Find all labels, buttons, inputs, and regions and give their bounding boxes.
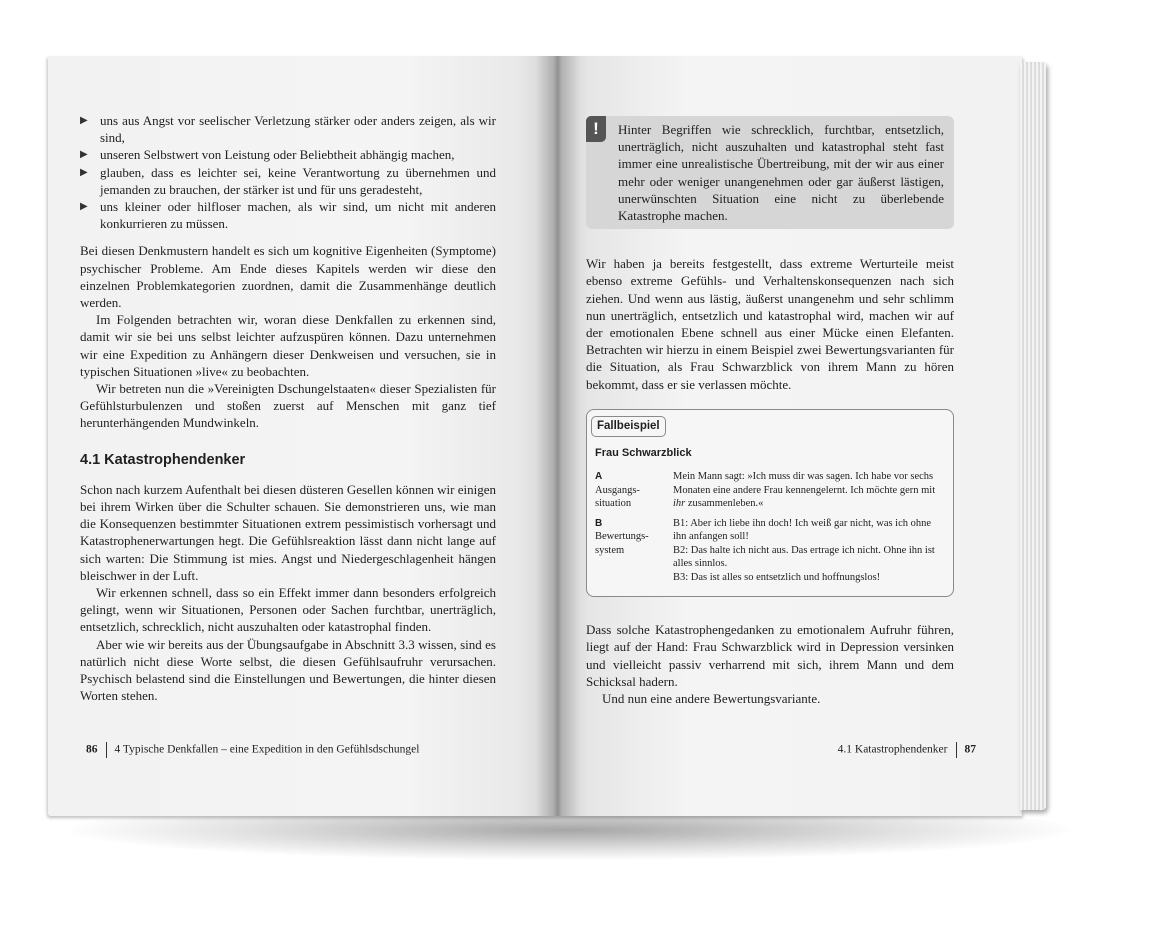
left-footer	[86, 742, 419, 758]
list-item: ▶ unseren Selbstwert von Leistung oder Beliebtheit abhängig machen,	[80, 147, 455, 163]
case-label-a: A Ausgangs-situation	[595, 471, 640, 510]
page-number: 87	[964, 743, 976, 756]
bullet-list	[80, 112, 496, 232]
paragraph: Wir betreten nun die »Vereinigten Dschungelstaaten« dieser Spezialisten für Gefühlsturbulenzen und stoßen zuerst auf Menschen mit ganz tief herunterhängenden Mundwinkeln.	[80, 381, 496, 431]
case-row-a	[595, 470, 945, 511]
triangle-bullet-icon: ▶	[80, 115, 88, 126]
right-page-content	[586, 116, 954, 707]
case-label-b: B Bewertungs-system	[595, 517, 649, 556]
paragraph: Aber wie wir bereits aus der Übungsaufgabe in Abschnitt 3.3 wissen, sind es natürlich nicht diese Worte selbst, die diesen Gefühlsaufruhr verursachen. Psychisch belastend sind die Einstellungen und Bewertungen, die hinter diesen Worten stehen.	[80, 636, 496, 704]
paragraph: Und nun eine andere Bewertungsvariante.	[602, 691, 821, 707]
footer-divider	[956, 742, 957, 758]
paragraph: Bei diesen Denkmustern handelt es sich um kognitive Eigenheiten (Symptome) psychischer Probleme. Am Ende dieses Kapitels werden wir diese den einzelnen Problemkategorien zuordnen, damit die Zusammenhänge deutlich werden.	[80, 243, 496, 311]
case-row-b	[595, 517, 945, 585]
running-head: 4.1 Katastrophendenker	[837, 743, 948, 756]
paragraph: Dass solche Katastrophengedanken zu emotionalem Aufruhr führen, liegt auf der Hand: Frau Schwarzblick wird in Depression versinken und vielleicht passiv verharrend mit sich, ihrem Mann und dem Schicksal hadern.	[586, 622, 954, 689]
page-edges	[1020, 62, 1046, 810]
note-text: Hinter Begriffen wie schrecklich, furchtbar, entsetzlich, unerträglich, nicht auszuhalten und katastrophal steht fast immer eine unrealistische Übertreibung, mit der wir aus einer mehr oder weniger unangenehmen oder gar äußerst lästigen, unerwünschten Situation eine nicht zu überlebende Katastrophe machen.	[618, 122, 944, 224]
list-item: ▶ glauben, dass es leichter sei, keine Verantwortung zu übernehmen und jemanden zu brauchen, der stärker ist und für uns geradesteht,	[80, 164, 496, 197]
case-text-b: B1: Aber ich liebe ihn doch! Ich weiß gar nicht, was ich ohne ihn anfangen soll! B2: Das halte ich nicht aus. Das ertrage ich nicht. Ohne ihn ist alles sinnlos. B3: Das ist alles so entsetzlich und hoffnungslos!	[673, 517, 935, 583]
exclamation-icon: !	[586, 116, 606, 142]
case-tab: Fallbeispiel	[591, 416, 666, 437]
left-page-content	[80, 112, 496, 705]
list-item: ▶ uns aus Angst vor seelischer Verletzung stärker oder anders zeigen, als wir sind,	[80, 113, 496, 146]
paragraph: Im Folgenden betrachten wir, woran diese Denkfallen zu erkennen sind, damit wir sie bei uns selbst leichter aufzuspüren können. Dazu unternehmen wir eine Expedition zu Anhängern dieser Denkweisen und versuchen, sie in typischen Situationen »live« zu beobachten.	[80, 312, 496, 379]
triangle-bullet-icon: ▶	[80, 166, 88, 178]
section-heading: 4.1 Katastrophendenker	[80, 451, 246, 468]
footer-divider	[106, 742, 107, 758]
case-example-box	[586, 409, 954, 597]
case-title: Frau Schwarzblick	[595, 447, 692, 460]
note-box	[586, 116, 954, 229]
book-gutter	[536, 56, 580, 816]
page-number: 86	[86, 743, 98, 756]
case-text-a: Mein Mann sagt: »Ich muss dir was sagen. Ich habe vor sechs Monaten eine andere Frau kennengelernt. Ich möchte gern mit ihr zusammenleben.«	[673, 471, 936, 510]
paragraph: Schon nach kurzem Aufenthalt bei diesen düsteren Gesellen können wir einigen bei ihrem Wirken über die Schulter schauen. Sie demonstrieren uns, wie man die Konsequenzen bestimmter Situationen extrem pessimistisch vorhersagt und Katastrophenerwartungen hegt. Die Gefühlsreaktion lässt dann nicht lange auf sich warten: Die Stimmung ist mies. Angst und Niedergeschlagenheit hängen bleischwer in der Luft.	[80, 481, 496, 583]
running-head: 4 Typische Denkfallen – eine Expedition in den Gefühlsdschungel	[114, 743, 420, 756]
paragraph: Wir haben ja bereits festgestellt, dass extreme Werturteile meist ebenso extreme Gefühls- und Verhaltenskonsequenzen nach sich ziehen. Und wenn aus lästig, äußerst unangenehm und sehr schlimm nun unerträglich, entsetzlich und katastrophal wird, machen wir auf der emotionalen Ebene schnell aus einer Mücke einen Elefanten. Betrachten wir hierzu in einem Beispiel zwei Bewertungsvarianten für die Situation, als Frau Schwarzblick von ihrem Mann zu hören bekommt, dass er sie verlassen möchte.	[586, 256, 954, 392]
right-footer	[786, 742, 976, 758]
paragraph: Wir erkennen schnell, dass so ein Effekt immer dann besonders erfolgreich gelingt, wenn wir Situationen, Personen oder Sachen furchtbar, unerträglich, entsetzlich, schrecklich, nicht auszuhalten oder katastrophal finden.	[80, 585, 496, 635]
triangle-bullet-icon: ▶	[80, 201, 88, 213]
triangle-bullet-icon: ▶	[80, 149, 88, 161]
list-item: ▶ uns kleiner oder hilfloser machen, als wir sind, um nicht mit anderen konkurrieren zu müssen.	[80, 199, 496, 232]
